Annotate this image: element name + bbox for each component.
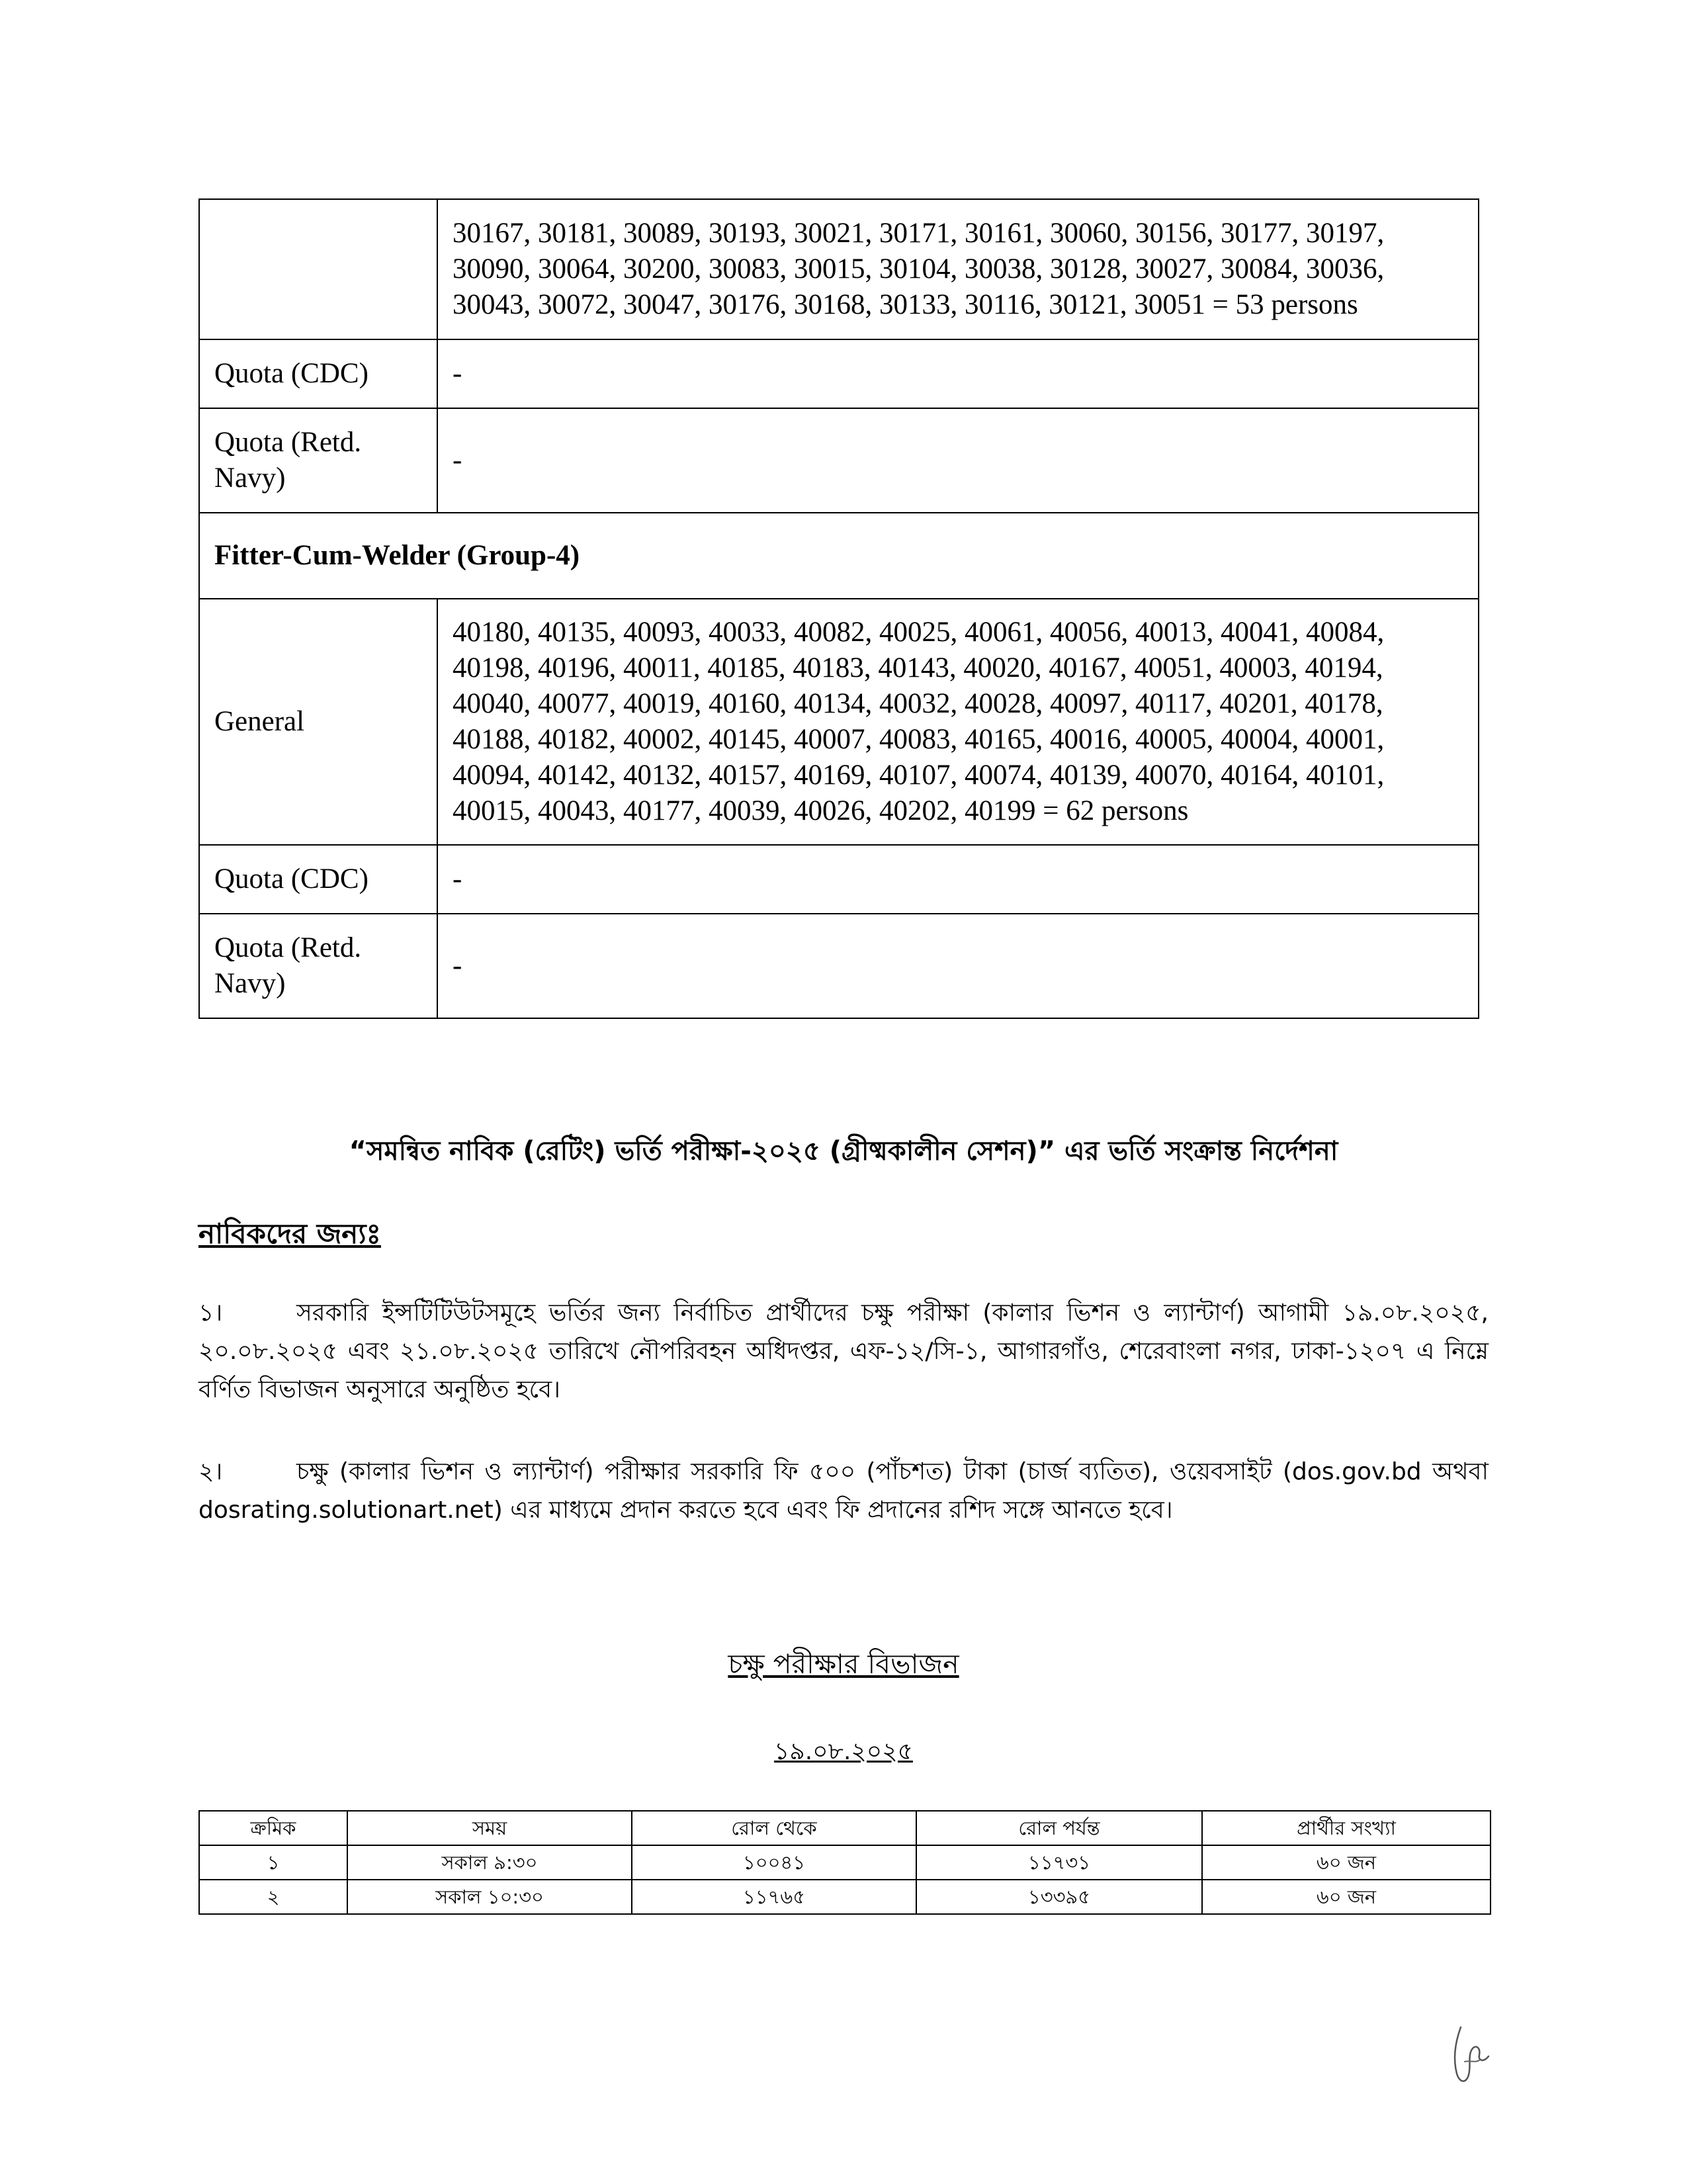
signature-mark xyxy=(1441,2022,1494,2088)
roll-numbers: - xyxy=(437,339,1479,408)
paragraph-text: সরকারি ইন্সটিটিউটসমূহে ভর্তির জন্য নির্বাচিত প্রার্থীদের চক্ষু পরীক্ষা (কালার ভিশন ও ল্যান্টার্ণ) আগামী ১৯.০৮.২০২৫, ২০.০৮.২০২৫ এবং ২১.০৮.২০২৫ তারিখে নৌপরিবহন অধিদপ্তর, এফ-১২/সি-১, আগারগাঁও, শেরেবাংলা নগর, ঢাকা-১২০৭ এ নিম্নে বর্ণিত বিভাজন অনুসারে অনুষ্ঠিত হবে। xyxy=(198,1299,1489,1403)
instructions-title: “সমন্বিত নাবিক (রেটিং) ভর্তি পরীক্ষা-২০২৫ (গ্রীষ্মকালীন সেশন)” এর ভর্তি সংক্রান্ত নির্দেশনা xyxy=(349,1136,1338,1166)
roll-numbers: 40180, 40135, 40093, 40033, 40082, 40025, 40061, 40056, 40013, 40041, 40084, 40198, 40196, 40011, 40185, 40183, 40143, 40020, 40167, 40051, 40003, 40194, 40040, 40077, 40019, 40160, 40134, 40032, 40028, 40097, 40117, 40201, 40178, 40188, 40182, 40002, 40145, 40007, 40083, 40165, 40016, 40005, 40004, 40001, 40094, 40142, 40132, 40157, 40169, 40107, 40074, 40139, 40070, 40164, 40101, 40015, 40043, 40177, 40039, 40026, 40202, 40199 = 62 persons xyxy=(437,599,1479,845)
table-row xyxy=(199,513,1479,599)
paragraph-number: ২। xyxy=(198,1458,223,1485)
column-header: রোল থেকে xyxy=(632,1811,916,1845)
table-cell: ২ xyxy=(199,1880,347,1914)
category-label: Quota (Retd. Navy) xyxy=(199,914,437,1018)
table-row xyxy=(199,1880,1491,1914)
category-label: General xyxy=(199,599,437,845)
table-row xyxy=(199,199,1479,339)
table-cell: ১১৭৬৫ xyxy=(632,1880,916,1914)
schedule-table xyxy=(198,1810,1491,1915)
table-cell: ১০০৪১ xyxy=(632,1845,916,1880)
table-cell: সকাল ১০:৩০ xyxy=(347,1880,632,1914)
roll-numbers: - xyxy=(437,845,1479,914)
schedule-title: চক্ষু পরীক্ষার বিভাজন xyxy=(728,1648,959,1680)
table-row xyxy=(199,599,1479,845)
table-cell: ৬০ জন xyxy=(1202,1880,1491,1914)
results-table xyxy=(198,198,1479,1019)
column-header: রোল পর্যন্ত xyxy=(916,1811,1202,1845)
table-header-row xyxy=(199,1811,1491,1845)
column-header: সময় xyxy=(347,1811,632,1845)
table-cell: সকাল ৯:৩০ xyxy=(347,1845,632,1880)
roll-numbers: - xyxy=(437,408,1479,513)
category-label: Quota (CDC) xyxy=(199,339,437,408)
table-row xyxy=(199,914,1479,1018)
instruction-paragraph xyxy=(198,1294,1489,1409)
column-header: প্রার্থীর সংখ্যা xyxy=(1202,1811,1491,1845)
table-cell: ১ xyxy=(199,1845,347,1880)
category-label: Quota (CDC) xyxy=(199,845,437,914)
column-header: ক্রমিক xyxy=(199,1811,347,1845)
instruction-paragraph xyxy=(198,1453,1489,1530)
sailors-subheading: নাবিকদের জন্যঃ xyxy=(198,1217,381,1250)
table-row xyxy=(199,339,1479,408)
table-row xyxy=(199,408,1479,513)
table-cell: ১৩৩৯৫ xyxy=(916,1880,1202,1914)
table-cell: ৬০ জন xyxy=(1202,1845,1491,1880)
roll-numbers: 30167, 30181, 30089, 30193, 30021, 30171, 30161, 30060, 30156, 30177, 30197, 30090, 30064, 30200, 30083, 30015, 30104, 30038, 30128, 30027, 30084, 30036, 30043, 30072, 30047, 30176, 30168, 30133, 30116, 30121, 30051 = 53 persons xyxy=(437,199,1479,339)
paragraph-text: চক্ষু (কালার ভিশন ও ল্যান্টার্ণ) পরীক্ষার সরকারি ফি ৫০০ (পাঁচশত) টাকা (চার্জ ব্যতিত), ওয়েবসাইট (dos.gov.bd অথবা dosrating.solutionart.net) এর মাধ্যমে প্রদান করতে হবে এবং ফি প্রদানের রশিদ সঙ্গে আনতে হবে। xyxy=(198,1458,1489,1524)
group-heading: Fitter-Cum-Welder (Group-4) xyxy=(199,513,1479,599)
table-cell: ১১৭৩১ xyxy=(916,1845,1202,1880)
table-row xyxy=(199,845,1479,914)
category-label: Quota (Retd. Navy) xyxy=(199,408,437,513)
category-label xyxy=(199,199,437,339)
paragraph-number: ১। xyxy=(198,1299,223,1327)
schedule-date: ১৯.০৮.২০২৫ xyxy=(774,1738,913,1765)
table-row xyxy=(199,1845,1491,1880)
roll-numbers: - xyxy=(437,914,1479,1018)
